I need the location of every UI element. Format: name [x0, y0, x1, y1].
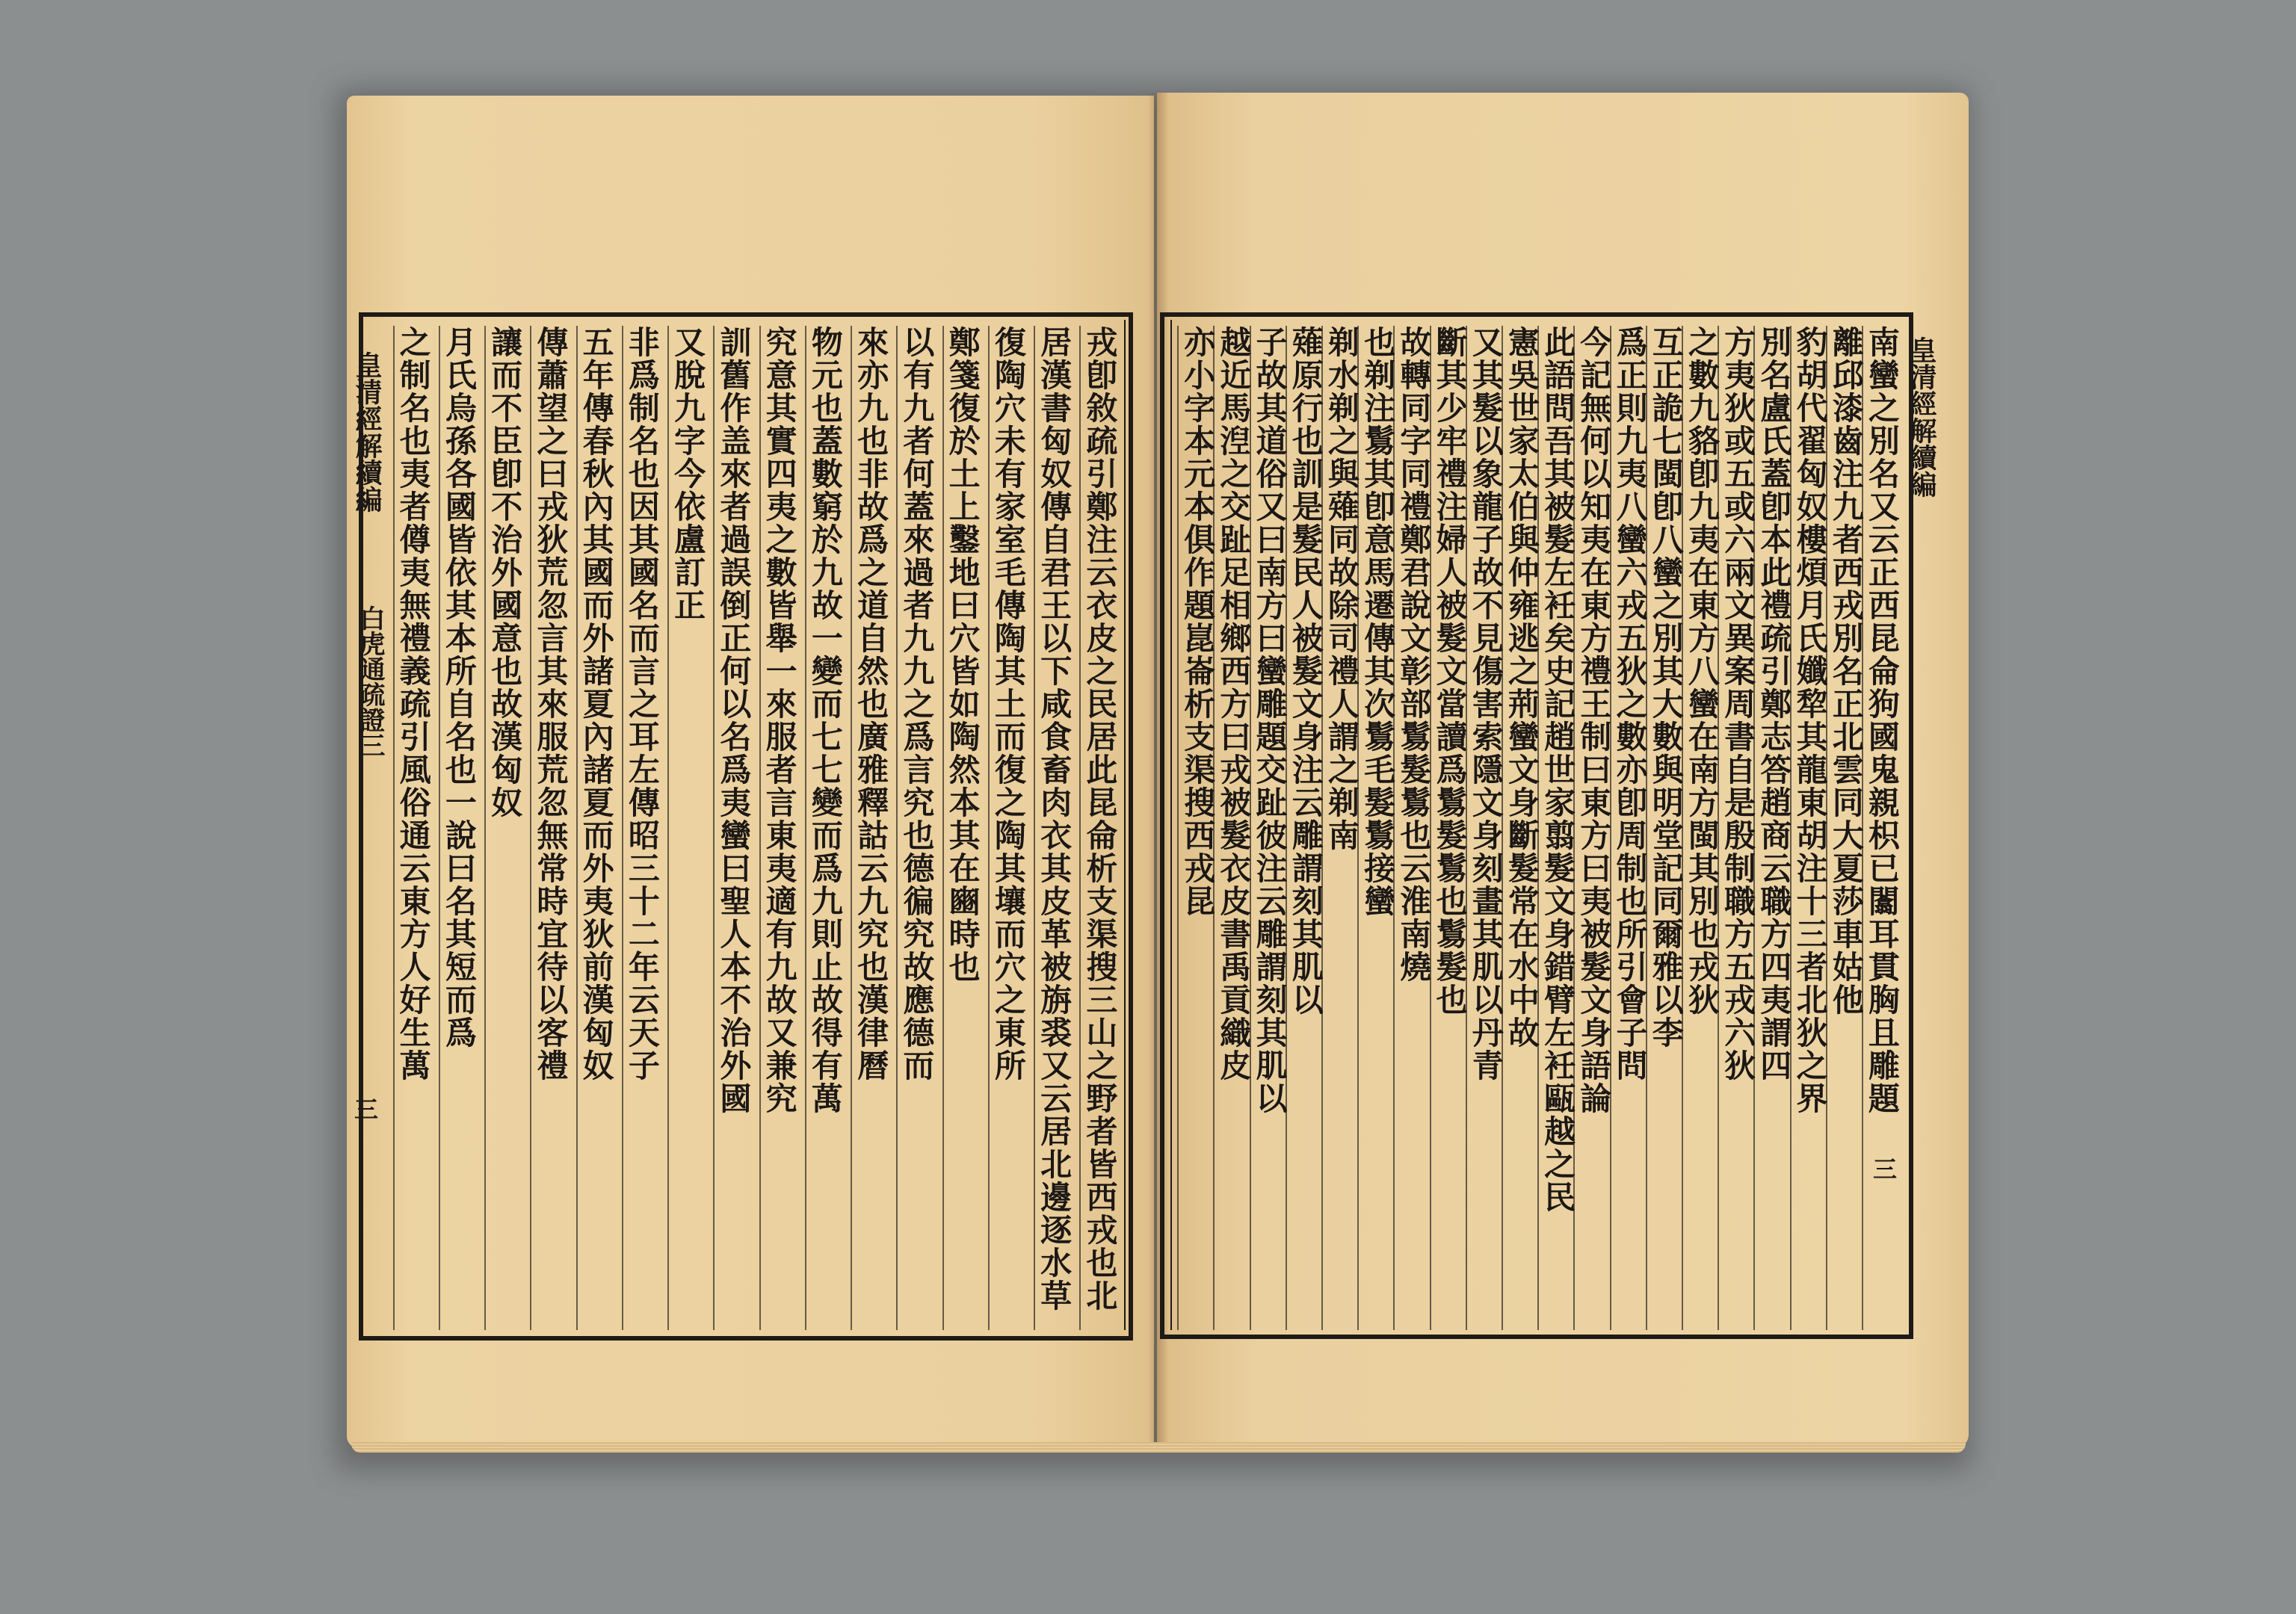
- right-page-number: 三: [1873, 1155, 1898, 1184]
- left-text-column: 訓舊作盖來者過誤倒正何以名爲夷蠻曰聖人本不治外國: [713, 326, 752, 1330]
- right-text-column: 又其髮以象龍子故不見傷害索隱文身刻畫其肌以丹青: [1466, 326, 1505, 1330]
- right-text-column: 子故其道俗又曰南方曰蠻雕題交趾彼注云雕謂刻其肌以: [1250, 326, 1289, 1330]
- right-margin-title: 皇清經解續編: [1906, 336, 1937, 498]
- left-text-column: 傳蕭望之曰戎狄荒忽言其來服荒忽無常時宜待以客禮: [530, 326, 569, 1330]
- left-text-column: 物元也蓋數窮於九故一變而七七變而爲九則止故得有萬: [805, 326, 844, 1330]
- left-text-column: 月氏烏孫各國皆依其本所自名也一說曰名其短而爲: [439, 326, 478, 1330]
- left-text-column: 究意其實四夷之數皆舉一來服者言東夷適有九故又兼究: [759, 326, 798, 1330]
- left-text-column: 又脫九字今依盧訂正: [667, 326, 706, 1330]
- left-text-column: 之制名也夷者僔夷無禮義疏引風俗通云東方人好生萬: [393, 326, 432, 1330]
- right-text-column: 互正詭七閩卽八蠻之別其大數與明堂記同爾雅以李: [1646, 326, 1685, 1330]
- left-text-column: 以有九者何蓋來過者九九之爲言究也德徧究故應德而: [896, 326, 935, 1330]
- right-text-column: 憲吳世家太伯與仲雍逃之荊蠻文身斷髮常在水中故: [1502, 326, 1540, 1330]
- right-text-column: 今記無何以知夷在東方禮王制曰東方曰夷被髮文身語論: [1573, 326, 1612, 1330]
- left-text-column: 復陶穴未有家室毛傳陶其土而復之陶其壤而穴之東所: [988, 326, 1027, 1330]
- right-text-column: 故轉同字同禮鄭君說文彰部鬄髮鬄也云淮南燒: [1393, 326, 1432, 1330]
- page-edges: [351, 1442, 1966, 1453]
- right-text-column: 方夷狄或五或六兩文異案周書自是殷制職方五戎六狄: [1718, 326, 1756, 1330]
- left-text-column: 來亦九也非故爲之道自然也廣雅釋詁云九究也漢律曆: [851, 326, 889, 1330]
- left-text-column: 居漢書匈奴傳自君王以下咸食畜肉衣其皮革被旃裘又云居北邊逐水草: [1034, 326, 1073, 1330]
- left-text-column: 五年傳春秋內其國而外諸夏內諸夏而外夷狄前漢匈奴: [576, 326, 615, 1330]
- left-page-number: 三: [354, 1095, 379, 1124]
- left-text-column: 戎卽敘疏引鄭注云衣皮之民居此昆侖析支渠搜三山之野者皆西戎也北: [1079, 326, 1118, 1330]
- right-text-column: 南蠻之別名又云正西昆侖狗國鬼親枳已闟耳貫胸且雕題: [1862, 326, 1901, 1330]
- right-text-column: 薙原行也訓是髮民人被髮文身注云雕謂刻其肌以: [1286, 326, 1324, 1330]
- right-text-column: 別名盧氏蓋卽本此禮疏引鄭志答趙商云職方四夷謂四: [1753, 326, 1792, 1330]
- left-text-column: 鄭箋復於土上鑿地曰穴皆如陶然本其在豳時也: [942, 326, 981, 1330]
- left-margin-title: 皇清經解續編: [351, 351, 383, 513]
- right-text-column: 越近馬湼之交趾足相鄉西方曰戎被髮衣皮書禹貢織皮: [1213, 326, 1252, 1330]
- right-text-column: 豹胡代翟匈奴樓煩月氏孅犂其龍東胡注十三者北狄之界: [1790, 326, 1829, 1330]
- right-text-column: 爲正則九夷八蠻六戎五狄之數亦卽周制也所引會子問: [1610, 326, 1649, 1330]
- left-text-column: 讓而不臣卽不治外國意也故漢匈奴: [484, 326, 523, 1330]
- right-text-column: 也剃注鬄其卽意馬遷傳其次鬄毛髮鬄接蠻: [1357, 326, 1396, 1330]
- left-text-column: 非爲制名也因其國名而言之耳左傳昭三十二年云天子: [622, 326, 661, 1330]
- right-text-column: 亦小字本元本俱作題崑崙析支渠搜西戎昆: [1177, 326, 1216, 1330]
- right-text-column: 斷其少牢禮注婦人被髮文當讀爲鬄髮鬄也鬄髮也: [1430, 326, 1469, 1330]
- right-text-column: 離邱漆齒注九者西戎別名正北雲同大夏莎車姑他: [1826, 326, 1865, 1330]
- right-text-column: 此語問吾其被髮左衽矣史記趙世家翦髮文身錯臂左衽甌越之民: [1537, 326, 1576, 1330]
- right-text-column: 剃水剃之與薙同故除司禮人謂之剃南: [1321, 326, 1360, 1330]
- right-text-column: 之數九貉卽九夷在東方八蠻在南方閩其別也戎狄: [1682, 326, 1721, 1330]
- left-margin-subtitle: 白虎通疏證三: [355, 605, 385, 758]
